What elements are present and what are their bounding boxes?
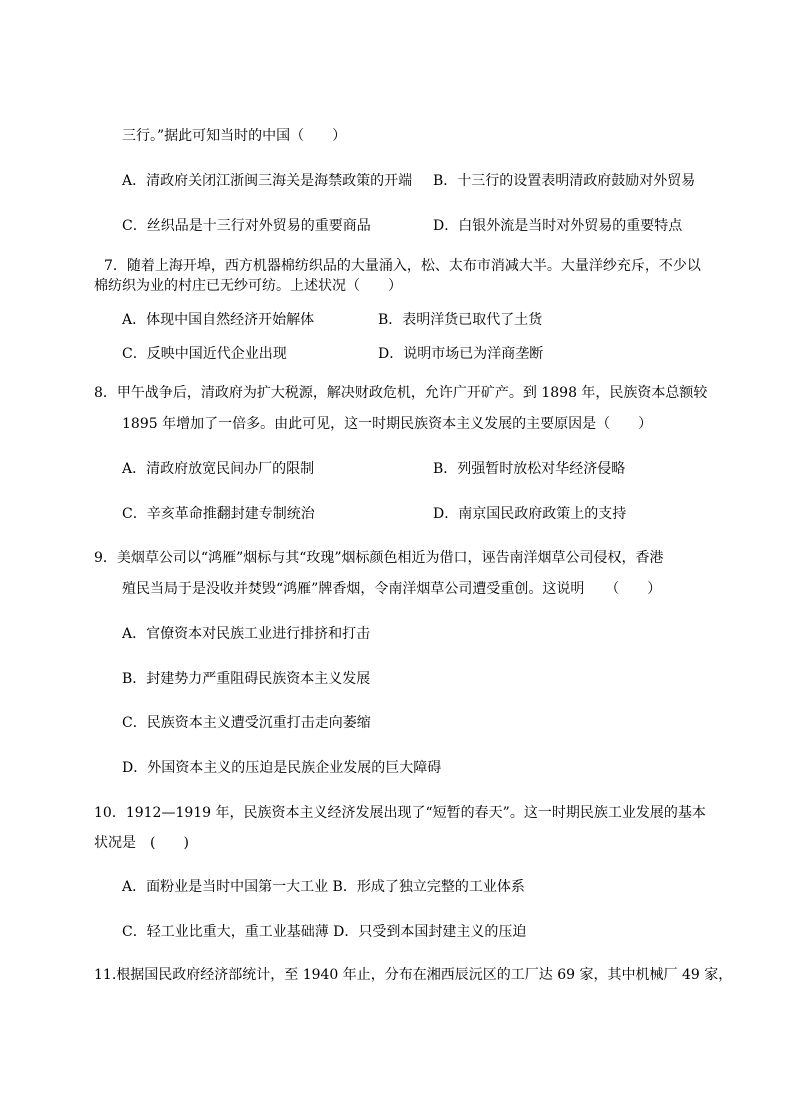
q7-option-d: D．说明市场已为洋商垄断 — [378, 346, 544, 362]
q6-option-b: B．十三行的设置表明清政府鼓励对外贸易 — [433, 173, 696, 189]
q7-stem-line1: 7．随着上海开埠，西方机器棉纺织品的大量涌入，松、太布市消减大半。大量洋纱充斥，不少以 — [104, 258, 701, 274]
q8-option-c: C．辛亥革命推翻封建专制统治 — [122, 506, 315, 522]
q8-stem-line1: 8．甲午战争后，清政府为扩大税源，解决财政危机，允许广开矿产。到 1898 年，民族资本总额较 — [94, 385, 708, 401]
q6-option-d: D．白银外流是当时对外贸易的重要特点 — [433, 218, 683, 234]
q9-option-c: C．民族资本主义遭受沉重打击走向萎缩 — [122, 715, 371, 731]
q7-option-c: C．反映中国近代企业出现 — [122, 346, 287, 362]
q8-option-b: B．列强暂时放松对华经济侵略 — [433, 461, 626, 477]
q6-stem-tail: 三行。”据此可知当时的中国（ ） — [122, 128, 347, 144]
q7-stem-line2: 棉纺织为业的村庄已无纱可纺。上述状况（ ） — [94, 278, 402, 294]
q10-stem-line2: 状况是 ( ) — [94, 835, 189, 851]
q11-stem-line1: 11.根据国民政府经济部统计，至 1940 年止，分布在湘西辰沅区的工厂达 69 家，其中机械厂 49 家， — [94, 967, 733, 983]
q9-option-b: B．封建势力严重阻碍民族资本主义发展 — [122, 671, 371, 687]
q10-option-cd: C．轻工业比重大，重工业基础薄 D．只受到本国封建主义的压迫 — [122, 924, 527, 940]
q10-stem-line1: 10．1912—1919 年，民族资本主义经济发展出现了“短暂的春天”。这一时期民族工业发展的基本 — [94, 805, 706, 821]
q9-option-d: D．外国资本主义的压迫是民族企业发展的巨大障碍 — [122, 760, 442, 776]
q8-option-d: D．南京国民政府政策上的支持 — [433, 506, 627, 522]
q9-stem-line2: 殖民当局于是没收并焚毁“鸿雁”牌香烟，令南洋烟草公司遭受重创。这说明 （ ） — [122, 581, 662, 597]
q8-option-a: A．清政府放宽民间办厂的限制 — [122, 461, 315, 477]
q7-option-b: B．表明洋货已取代了土货 — [378, 312, 543, 328]
q9-stem-line1: 9．美烟草公司以“鸿雁”烟标与其“玫瑰”烟标颜色相近为借口，诬告南洋烟草公司侵权，香港 — [94, 550, 664, 566]
q7-option-a: A．体现中国自然经济开始解体 — [122, 312, 315, 328]
q9-option-a: A．官僚资本对民族工业进行排挤和打击 — [122, 626, 371, 642]
q6-option-c: C．丝织品是十三行对外贸易的重要商品 — [122, 218, 371, 234]
q6-option-a: A．清政府关闭江浙闽三海关是海禁政策的开端 — [122, 173, 413, 189]
q8-stem-line2: 1895 年增加了一倍多。由此可见，这一时期民族资本主义发展的主要原因是（ ） — [122, 416, 653, 432]
q10-option-ab: A．面粉业是当时中国第一大工业 B．形成了独立完整的工业体系 — [122, 879, 525, 895]
